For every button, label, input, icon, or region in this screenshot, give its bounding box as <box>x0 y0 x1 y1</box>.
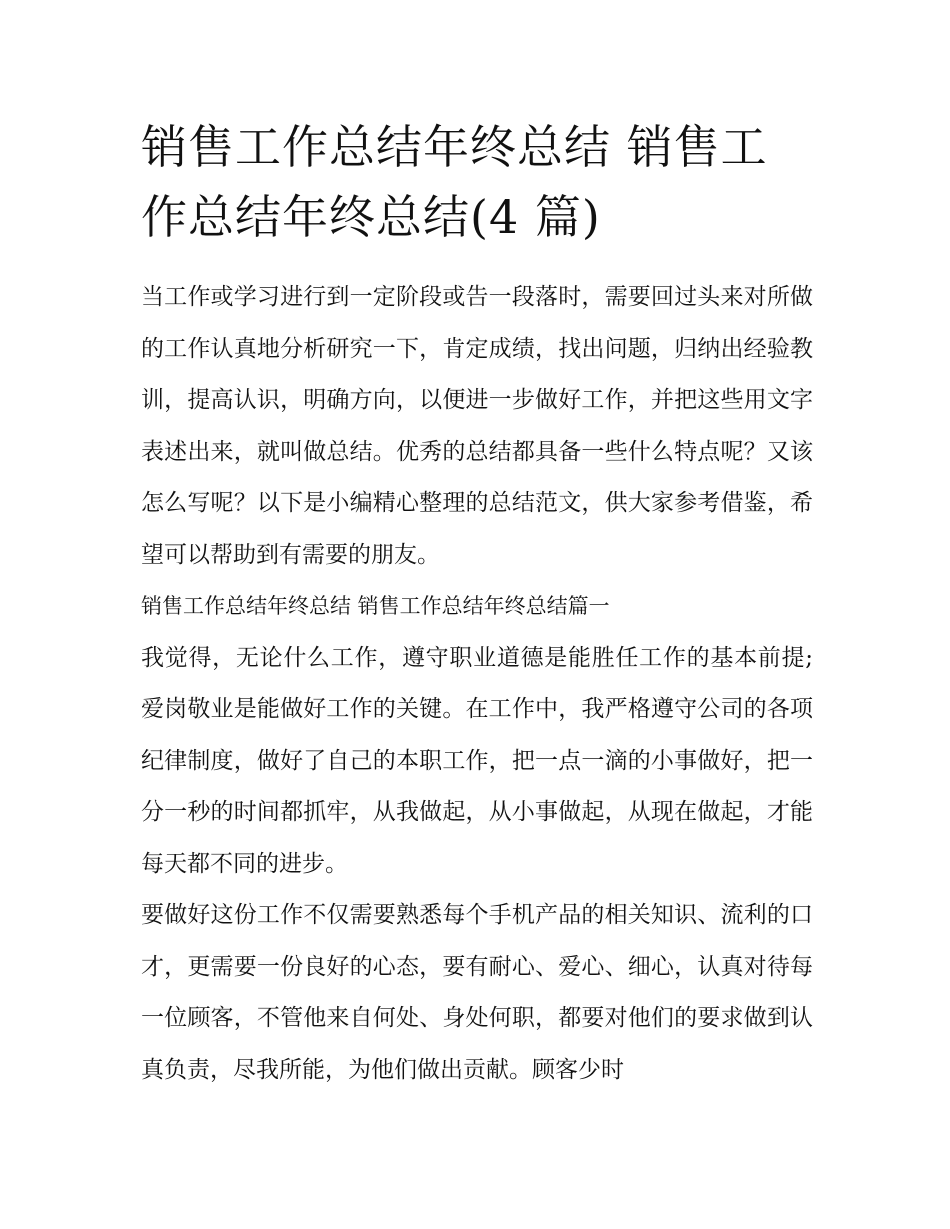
section-heading: 销售工作总结年终总结 销售工作总结年终总结篇一 <box>141 594 610 618</box>
intro-paragraph: 当工作或学习进行到一定阶段或告一段落时，需要回过头来对所做的工作认真地分析研究一下，肯定成绩，找出问题，归纳出经验教训，提高认识，明确方向，以便进一步做好工作，并把这些用文字表述出来，就叫做总结。优秀的总结都具备一些什么特点呢？又该怎么写呢？以下是小编精心整理的总结范文，供大家参考借鉴，希望可以帮助到有需要的朋友。 <box>141 284 813 568</box>
document-title: 销售工作总结年终总结 销售工作总结年终总结(4 篇) <box>141 120 768 244</box>
body-paragraph-1: 我觉得，无论什么工作，遵守职业道德是能胜任工作的基本前提;爱岗敬业是能做好工作的关键。在工作中，我严格遵守公司的各项纪律制度，做好了自己的本职工作，把一点一滴的小事做好，把一分一秒的时间都抓牢，从我做起，从小事做起，从现在做起，才能每天都不同的进步。 <box>141 644 813 877</box>
body-paragraph-2: 要做好这份工作不仅需要熟悉每个手机产品的相关知识、流利的口才，更需要一份良好的心态，要有耐心、爱心、细心，认真对待每一位顾客，不管他来自何处、身处何职，都要对他们的要求做到认真负责，尽我所能，为他们做出贡献。顾客少时 <box>141 902 813 1083</box>
document-page <box>141 112 813 1096</box>
